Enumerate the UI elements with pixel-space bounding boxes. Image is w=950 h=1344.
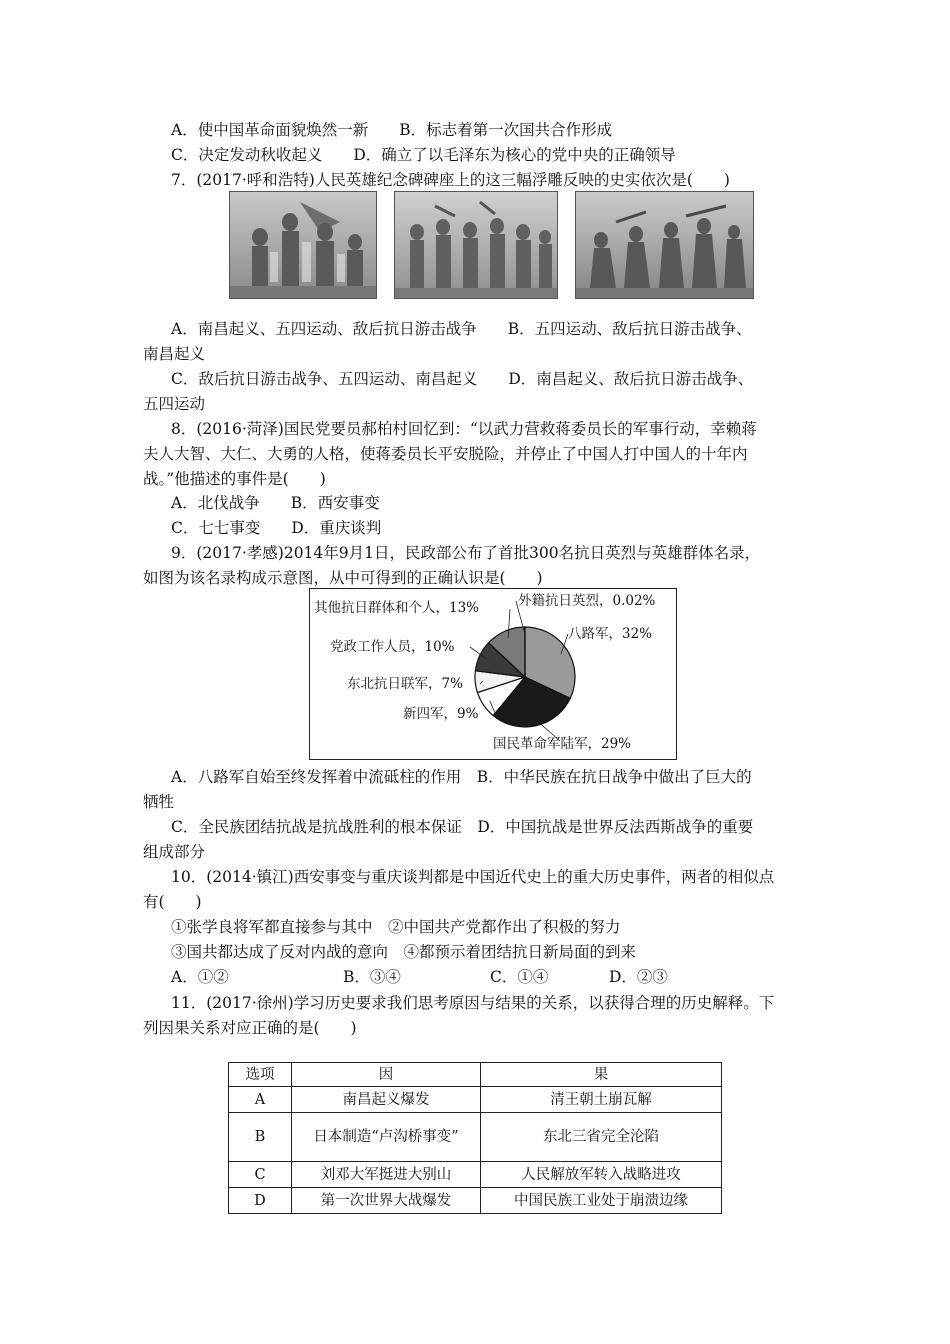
table-header-row	[229, 1063, 722, 1087]
q11-stem-line1: 11．(2017·徐州)学习历史要求我们思考原因与结果的关系，以获得合理的历史解释。下	[171, 994, 775, 1012]
table-header-option: 选项	[229, 1063, 292, 1087]
table-cell-option: A	[229, 1087, 292, 1113]
q8-stem-line3: 战。”他描述的事件是( )	[143, 470, 326, 488]
pie-label-new-fourth-army: 新四军，9%	[403, 706, 479, 722]
table-cell-effect: 东北三省完全沦陷	[481, 1113, 722, 1162]
table-cell-option: B	[229, 1113, 292, 1162]
table-cell-effect: 清王朝土崩瓦解	[481, 1087, 722, 1113]
table-cell-option: C	[229, 1162, 292, 1188]
table-cell-effect: 中国民族工业处于崩溃边缘	[481, 1188, 722, 1214]
q9-option-a-b: A．八路军自始至终发挥着中流砥柱的作用 B．中华民族在抗日战争中做出了巨大的	[171, 768, 752, 786]
relief-image-nanchang	[229, 191, 377, 299]
q8-stem-line2: 夫人大智、大仁、大勇的人格，使蒋委员长平安脱险，并停止了中国人打中国人的十年内	[143, 445, 748, 463]
q8-options-line2: C．七七事变 D．重庆谈判	[171, 519, 382, 537]
q10-stem-line1: 10．(2014·镇江)西安事变与重庆谈判都是中国近代史上的重大历史事件，两者的相似点	[171, 868, 775, 886]
table-cell-option: D	[229, 1188, 292, 1214]
table-header-cause: 因	[292, 1063, 481, 1087]
table-cell-cause: 日本制造“卢沟桥事变”	[292, 1113, 481, 1162]
relief-image-guerrilla-war	[575, 191, 754, 299]
pie-label-northeast-army: 东北抗日联军，7%	[347, 676, 463, 692]
pie-label-others: 其他抗日群体和个人，13%	[314, 600, 480, 616]
q9-stem-line1: 9．(2017·孝感)2014年9月1日，民政部公布了首批300名抗日英烈与英雄群体名录，	[171, 544, 761, 562]
q10-stem-line2: 有( )	[143, 893, 202, 911]
q11-stem-line2: 列因果关系对应正确的是( )	[143, 1019, 357, 1037]
q10-item-line2: ③国共都达成了反对内战的意向 ④都预示着团结抗日新局面的到来	[171, 943, 637, 961]
table-header-effect: 果	[481, 1063, 722, 1087]
table-row	[229, 1188, 722, 1214]
q10-item-line1: ①张学良将军都直接参与其中 ②中国共产党都作出了积极的努力	[171, 918, 621, 936]
table-cell-effect: 人民解放军转入战略进攻	[481, 1162, 722, 1188]
table-row	[229, 1162, 722, 1188]
table-row	[229, 1087, 722, 1113]
q10-option-a: A．①②	[171, 968, 229, 986]
q6-options-line2: C．决定发动秋收起义 D．确立了以毛泽东为核心的党中央的正确领导	[171, 146, 676, 164]
pie-label-party-staff: 党政工作人员，10%	[330, 639, 455, 655]
q8-options-line1: A．北伐战争 B．西安事变	[171, 494, 380, 512]
table-row	[229, 1113, 722, 1162]
q9-option-b-cont: 牺牲	[143, 793, 175, 811]
pie-label-foreign: 外籍抗日英烈，0.02%	[518, 593, 656, 609]
pie-label-eighth-route-army: 八路军，32%	[568, 626, 653, 642]
pie-chart-box	[309, 588, 677, 760]
pie-label-nationalist-army: 国民革命军陆军，29%	[493, 736, 632, 752]
q7-stem: 7．(2017·呼和浩特)人民英雄纪念碑碑座上的这三幅浮雕反映的史实依次是( )	[171, 171, 730, 189]
table-cell-cause: 刘邓大军挺进大别山	[292, 1162, 481, 1188]
q7-option-b-cont: 南昌起义	[143, 345, 206, 363]
table-cell-cause: 南昌起义爆发	[292, 1087, 481, 1113]
q9-stem-line2: 如图为该名录构成示意图，从中可得到的正确认识是( )	[143, 569, 543, 587]
q8-stem-line1: 8．(2016·菏泽)国民党要员郝柏村回忆到：“以武力营救蒋委员长的军事行动，幸赖蒋	[171, 420, 757, 438]
cause-effect-table	[228, 1062, 722, 1214]
q7-option-a-b: A．南昌起义、五四运动、敌后抗日游击战争 B．五四运动、敌后抗日游击战争、	[171, 320, 752, 338]
q6-options-line1: A．使中国革命面貌焕然一新 B．标志着第一次国共合作形成	[171, 121, 613, 139]
relief-image-may-fourth	[394, 191, 558, 299]
q10-option-d: D．②③	[609, 968, 668, 986]
q9-option-c-d: C．全民族团结抗战是抗战胜利的根本保证 D．中国抗战是世界反法西斯战争的重要	[171, 818, 754, 836]
q9-option-d-cont: 组成部分	[143, 843, 206, 861]
q7-option-c-d: C．敌后抗日游击战争、五四运动、南昌起义 D．南昌起义、敌后抗日游击战争、	[171, 370, 754, 388]
q10-option-b: B．③④	[343, 968, 401, 986]
q10-option-c: C．①④	[490, 968, 549, 986]
table-cell-cause: 第一次世界大战爆发	[292, 1188, 481, 1214]
q7-option-d-cont: 五四运动	[143, 395, 206, 413]
